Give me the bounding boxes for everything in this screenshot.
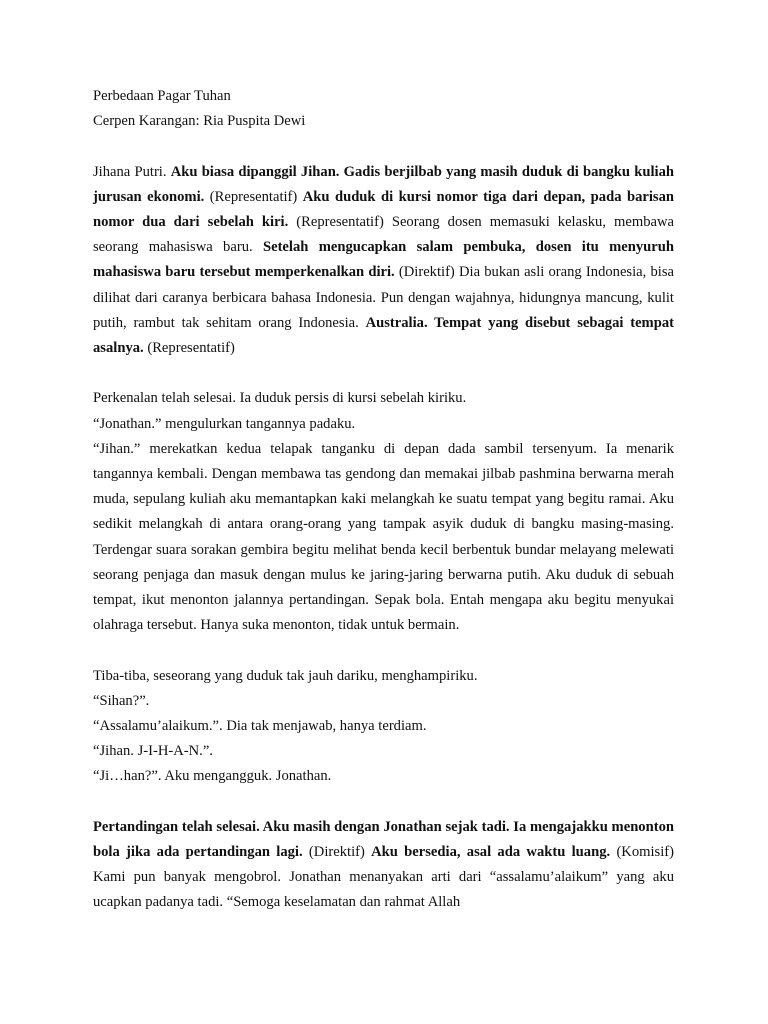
text-run: (Representatif) — [204, 188, 303, 205]
bold-run: Aku bersedia, asal ada waktu luang. — [371, 843, 611, 860]
paragraph-gap — [93, 361, 674, 386]
paragraph-gap — [93, 638, 674, 663]
story-byline: Cerpen Karangan: Ria Puspita Dewi — [93, 113, 306, 130]
paragraph-4 — [93, 815, 674, 916]
story-title: Perbedaan Pagar Tuhan — [93, 88, 231, 104]
text-run: (Direktif) Dia bukan asli orang Indonesia, bisa dilihat dari caranya berbicara bahasa Indonesia. Pun dengan wajahnya, hidungnya mancung, kulit putih, rambut tak sehitam orang Indonesia. — [93, 264, 674, 331]
document-body — [93, 84, 674, 916]
text-run: Jihana Putri. — [93, 163, 171, 180]
paragraph-gap — [93, 134, 674, 159]
bold-run: Aku duduk di kursi nomor tiga dari depan, pada barisan nomor dua dari sebelah kiri. — [93, 188, 674, 230]
text-run: (Representatif) Seorang dosen memasuki kelasku, membawa seorang mahasiswa baru. — [93, 213, 675, 256]
paragraph-3-line-4: “Jihan. J-I-H-A-N.”. — [93, 743, 213, 760]
paragraph-3-line-1: Tiba-tiba, seseorang yang duduk tak jauh dariku, menghampiriku. — [93, 667, 478, 684]
bold-run: Australia. Tempat yang disebut sebagai tempat asalnya. — [93, 314, 674, 356]
paragraph-2-line-1: Perkenalan telah selesai. Ia duduk persis di kursi sebelah kiriku. — [93, 390, 467, 407]
paragraph-3-line-2: “Sihan?”. — [93, 692, 150, 709]
bold-run: Pertandingan telah selesai. Aku masih dengan Jonathan sejak tadi. Ia mengajakku menonton bola jika ada pertandingan lagi. — [93, 818, 674, 860]
text-run: (Direktif) — [302, 843, 372, 860]
paragraph-1 — [93, 160, 674, 362]
bold-run: Aku biasa dipanggil Jihan. Gadis berjilbab yang masih duduk di bangku kuliah jurusan ekonomi. — [93, 163, 674, 205]
bold-run: Setelah mengucapkan salam pembuka, dosen itu menyuruh mahasiswa baru tersebut memperkenalkan diri. — [93, 239, 674, 281]
paragraph-3-line-5: “Ji…han?”. Aku mengangguk. Jonathan. — [93, 768, 332, 785]
paragraph-2-line-2: “Jonathan.” mengulurkan tangannya padaku. — [93, 415, 356, 432]
paragraph-gap — [93, 790, 674, 815]
text-run: (Representatif) — [143, 339, 235, 356]
text-run: (Komisif) Kami pun banyak mengobrol. Jonathan menanyakan arti dari “assalamu’alaikum” yang aku ucapkan padanya tadi. “Semoga keselamatan dan rahmat Allah — [93, 843, 674, 911]
paragraph-3-line-3: “Assalamu’alaikum.”. Dia tak menjawab, hanya terdiam. — [93, 717, 427, 734]
paragraph-2-body: “Jihan.” merekatkan kedua telapak tanganku di depan dada sambil tersenyum. Ia menarik tangannya kembali. Dengan membawa tas gendong dan memakai jilbab pashmina berwarna merah muda, sepulang kuliah aku memantapkan kaki melangkah ke suatu tempat yang begitu ramai. Aku sedikit melangkah di antara orang-orang yang tampak asyik duduk di bangku masing-masing. Terdengar suara sorakan gembira begitu melihat benda kecil berbentuk bundar melayang melewati seorang penjaga dan masuk dengan mulus ke jaring-jaring berwarna putih. Aku duduk di sebuah tempat, ikut menonton jalannya pertandingan. Sepak bola. Entah mengapa aku begitu menyukai olahraga tersebut. Hanya suka menonton, tidak untuk bermain. — [93, 440, 674, 634]
